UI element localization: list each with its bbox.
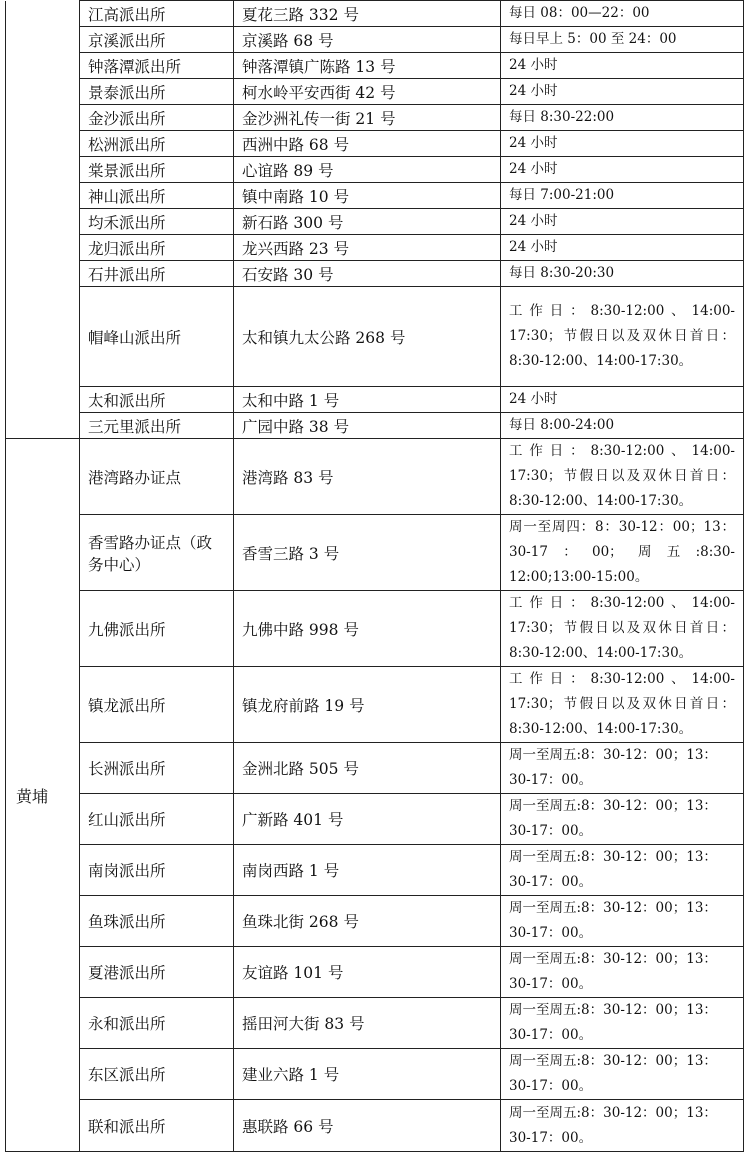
table-row (6, 79, 744, 105)
table-row (6, 157, 744, 183)
district-cell: 黄埔 (6, 439, 80, 1152)
table-row (6, 183, 744, 209)
address-cell: 港湾路 83 号 (234, 439, 501, 515)
address-cell: 太和镇九太公路 268 号 (234, 287, 501, 387)
table-row (6, 105, 744, 131)
hours-cell: 周一至周五:8：30-12：00；13：30-17：00。 (501, 1049, 744, 1100)
station-name-cell: 钟落潭派出所 (80, 53, 234, 79)
hours-cell: 24 小时 (501, 131, 744, 157)
table-row (6, 845, 744, 896)
hours-cell: 工作日：8:30-12:00、14:00-17:30；节假日以及双休日首日：8:30-12:00、14:00-17:30。 (501, 667, 744, 743)
station-name-cell: 帽峰山派出所 (80, 287, 234, 387)
hours-cell: 24 小时 (501, 53, 744, 79)
hours-cell: 24 小时 (501, 79, 744, 105)
station-name-cell: 石井派出所 (80, 261, 234, 287)
table-row (6, 591, 744, 667)
district-cell (6, 1, 80, 439)
table-body (6, 1, 744, 1152)
table-row (6, 131, 744, 157)
hours-cell: 工作日：8:30-12:00、14:00-17:30；节假日以及双休日首日：8:30-12:00、14:00-17:30。 (501, 439, 744, 515)
hours-cell: 每日 8:30-20:30 (501, 261, 744, 287)
table-row (6, 998, 744, 1049)
hours-cell: 每日 08：00—22：00 (501, 1, 744, 27)
table-row (6, 209, 744, 235)
address-cell: 太和中路 1 号 (234, 387, 501, 413)
station-name-cell: 南岗派出所 (80, 845, 234, 896)
hours-cell: 24 小时 (501, 157, 744, 183)
address-cell: 京溪路 68 号 (234, 27, 501, 53)
table-row (6, 743, 744, 794)
hours-cell: 每日 8:30-22:00 (501, 105, 744, 131)
station-name-cell: 港湾路办证点 (80, 439, 234, 515)
station-name-cell: 夏港派出所 (80, 947, 234, 998)
address-cell: 九佛中路 998 号 (234, 591, 501, 667)
table-row (6, 413, 744, 439)
address-cell: 金洲北路 505 号 (234, 743, 501, 794)
address-cell: 镇中南路 10 号 (234, 183, 501, 209)
table-row (6, 947, 744, 998)
hours-cell: 周一至周五:8：30-12：00；13：30-17：00。 (501, 998, 744, 1049)
table-row (6, 1, 744, 27)
police-station-table (5, 0, 744, 1152)
address-cell: 龙兴西路 23 号 (234, 235, 501, 261)
address-cell: 建业六路 1 号 (234, 1049, 501, 1100)
table-row (6, 1049, 744, 1100)
table-row (6, 667, 744, 743)
hours-cell: 工作日：8:30-12:00、14:00-17:30；节假日以及双休日首日：8:30-12:00、14:00-17:30。 (501, 591, 744, 667)
station-name-cell: 长洲派出所 (80, 743, 234, 794)
station-name-cell: 鱼珠派出所 (80, 896, 234, 947)
station-name-cell: 东区派出所 (80, 1049, 234, 1100)
address-cell: 摇田河大街 83 号 (234, 998, 501, 1049)
address-cell: 金沙洲礼传一街 21 号 (234, 105, 501, 131)
hours-cell: 工作日：8:30-12:00、14:00-17:30；节假日以及双休日首日：8:30-12:00、14:00-17:30。 (501, 287, 744, 387)
address-cell: 广新路 401 号 (234, 794, 501, 845)
station-name-cell: 均禾派出所 (80, 209, 234, 235)
hours-cell: 周一至周四：8：30-12：00；13：30-17：00；周五:8:30-12:00;13:00-15:00。 (501, 515, 744, 591)
station-name-cell: 龙归派出所 (80, 235, 234, 261)
hours-cell: 周一至周五:8：30-12：00；13：30-17：00。 (501, 794, 744, 845)
address-cell: 钟落潭镇广陈路 13 号 (234, 53, 501, 79)
table-row (6, 439, 744, 515)
address-cell: 夏花三路 332 号 (234, 1, 501, 27)
hours-cell: 周一至周五:8：30-12：00；13：30-17：00。 (501, 845, 744, 896)
station-name-cell: 景泰派出所 (80, 79, 234, 105)
address-cell: 友谊路 101 号 (234, 947, 501, 998)
table-row (6, 287, 744, 387)
address-cell: 惠联路 66 号 (234, 1100, 501, 1152)
address-cell: 柯水岭平安西街 42 号 (234, 79, 501, 105)
station-name-cell: 九佛派出所 (80, 591, 234, 667)
hours-cell: 周一至周五:8：30-12：00；13：30-17：00。 (501, 1100, 744, 1152)
address-cell: 石安路 30 号 (234, 261, 501, 287)
station-name-cell: 棠景派出所 (80, 157, 234, 183)
table-row (6, 53, 744, 79)
station-name-cell: 镇龙派出所 (80, 667, 234, 743)
table-row (6, 515, 744, 591)
station-name-cell: 永和派出所 (80, 998, 234, 1049)
station-name-cell: 红山派出所 (80, 794, 234, 845)
address-cell: 心谊路 89 号 (234, 157, 501, 183)
station-name-cell: 江高派出所 (80, 1, 234, 27)
table-row (6, 387, 744, 413)
address-cell: 鱼珠北街 268 号 (234, 896, 501, 947)
hours-cell: 24 小时 (501, 209, 744, 235)
station-name-cell: 松洲派出所 (80, 131, 234, 157)
address-cell: 香雪三路 3 号 (234, 515, 501, 591)
address-cell: 镇龙府前路 19 号 (234, 667, 501, 743)
address-cell: 新石路 300 号 (234, 209, 501, 235)
station-name-cell: 香雪路办证点（政务中心） (80, 515, 234, 591)
hours-cell: 每日 8:00-24:00 (501, 413, 744, 439)
hours-cell: 周一至周五:8：30-12：00；13：30-17：00。 (501, 743, 744, 794)
hours-cell: 每日 7:00-21:00 (501, 183, 744, 209)
hours-cell: 周一至周五:8：30-12：00；13：30-17：00。 (501, 947, 744, 998)
table-row (6, 27, 744, 53)
table-row (6, 235, 744, 261)
address-cell: 广园中路 38 号 (234, 413, 501, 439)
address-cell: 西洲中路 68 号 (234, 131, 501, 157)
table-row (6, 794, 744, 845)
station-name-cell: 联和派出所 (80, 1100, 234, 1152)
station-name-cell: 太和派出所 (80, 387, 234, 413)
table-row (6, 1100, 744, 1152)
station-name-cell: 金沙派出所 (80, 105, 234, 131)
hours-cell: 24 小时 (501, 387, 744, 413)
table-row (6, 261, 744, 287)
address-cell: 南岗西路 1 号 (234, 845, 501, 896)
hours-cell: 24 小时 (501, 235, 744, 261)
station-name-cell: 京溪派出所 (80, 27, 234, 53)
hours-cell: 周一至周五:8：30-12：00；13：30-17：00。 (501, 896, 744, 947)
station-name-cell: 三元里派出所 (80, 413, 234, 439)
table-row (6, 896, 744, 947)
hours-cell: 每日早上 5：00 至 24：00 (501, 27, 744, 53)
station-name-cell: 神山派出所 (80, 183, 234, 209)
